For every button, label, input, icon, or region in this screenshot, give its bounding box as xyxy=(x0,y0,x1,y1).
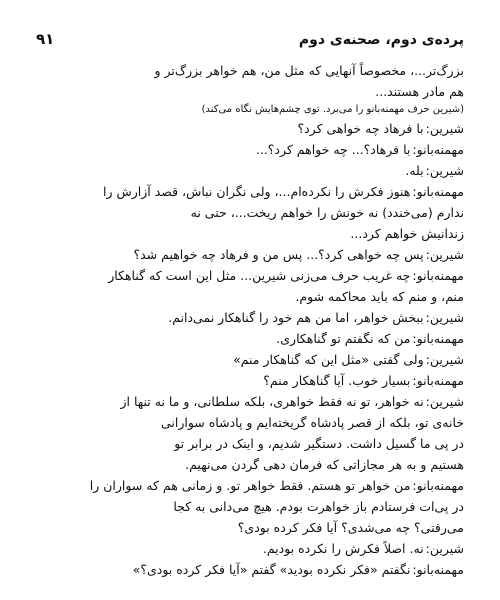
speaker-name: شیرین: xyxy=(425,352,464,367)
page-number: ۹۱ xyxy=(36,30,55,48)
dialogue-line xyxy=(34,391,464,412)
dialogue-line xyxy=(34,475,464,496)
dialogue-line xyxy=(34,349,464,370)
speaker-name: شیرین: xyxy=(425,163,464,178)
speech-text: نه خواهر، تو نه فقط خواهری، بلکه سلطانی، و ما نه تنها از xyxy=(120,394,424,409)
speech-continuation: زندانیش خواهم کرد... xyxy=(350,226,464,241)
dialogue-line xyxy=(34,118,464,139)
speech-text: با فرهاد چه خواهی کرد؟ xyxy=(297,121,424,136)
speaker-name: شیرین: xyxy=(425,541,464,556)
dialogue-line xyxy=(34,181,464,202)
stage-direction: (شیرین حرف مهمنه‌بانو را می‌برد. توی چشم‌هایش نگاه می‌کند) xyxy=(201,104,464,115)
speaker-name: مهمنه‌بانو: xyxy=(412,373,464,388)
dialogue-line xyxy=(34,538,464,559)
dialogue-line xyxy=(34,328,464,349)
speech-continuation: در پی ما گسیل داشت. دستگیر شدیم، و اینک در برابر تو xyxy=(174,436,464,451)
opening-line-1: بزرگ‌تر...، مخصوصاً آنهایی که مثل من، هم خواهر بزرگ‌تر و xyxy=(154,63,464,78)
dialogue-line xyxy=(34,244,464,265)
speech-continuation: هستیم و به هر مجازاتی که فرمان دهی گردن می‌نهیم. xyxy=(185,457,464,472)
dialogue-line xyxy=(34,160,464,181)
speech-text: ولی گفتی «مثل این که گناهکار منم» xyxy=(233,352,424,367)
speaker-name: مهمنه‌بانو: xyxy=(412,142,464,157)
page-header xyxy=(36,30,464,52)
speech-text: بسیار خوب. آیا گناهکار منم؟ xyxy=(263,373,411,388)
speech-text: با فرهاد؟... چه خواهم کرد؟... xyxy=(255,142,411,157)
dialogue-line xyxy=(34,265,464,286)
speech-continuation: ندارم (می‌خندد) نه خونش را خواهم ریخت...، حتی نه xyxy=(190,205,464,220)
speaker-name: مهمنه‌بانو: xyxy=(412,268,464,283)
dialogue-line xyxy=(34,139,464,160)
speaker-name: مهمنه‌بانو: xyxy=(412,184,464,199)
speaker-name: مهمنه‌بانو: xyxy=(412,331,464,346)
speaker-name: مهمنه‌بانو: xyxy=(412,562,464,577)
speaker-name: شیرین: xyxy=(425,247,464,262)
speech-continuation: در پی‌ات فرستادم باز خواهرت بودم. هیچ می‌دانی به کجا xyxy=(173,499,464,514)
speech-continuation: می‌رفتی؟ چه می‌شدی؟ آیا فکر کرده بودی؟ xyxy=(237,520,464,535)
speaker-name: مهمنه‌بانو: xyxy=(412,478,464,493)
speaker-name: شیرین: xyxy=(425,310,464,325)
speaker-name: شیرین: xyxy=(425,121,464,136)
dialogue-line xyxy=(34,307,464,328)
speech-continuation: خانه‌ی تو، بلکه از قصر پادشاه گریخته‌ایم و پادشاه سوارانی xyxy=(160,415,464,430)
speech-text: بله. xyxy=(405,163,424,178)
dialogue-line xyxy=(34,370,464,391)
speech-text: ببخش خواهر، اما من هم خود را گناهکار نمی‌دانم. xyxy=(168,310,424,325)
speech-text: هنوز فکرش را نکرده‌ام...، ولی نگران نباش، قصد آزارش را xyxy=(102,184,411,199)
speech-text: نگفتم «فکر نکرده بودید» گفتم «آیا فکر کرده بودی؟» xyxy=(132,562,411,577)
dialogue-line xyxy=(34,559,464,580)
opening-line-2: هم مادر هستند... xyxy=(375,84,464,99)
speech-continuation: منم، و منم که باید محاکمه شوم. xyxy=(295,289,464,304)
speech-text: چه غریب حرف می‌زنی شیرین... مثل این است که گناهکار xyxy=(108,268,411,283)
speech-text: نه. اصلاً فکرش را نکرده بودیم. xyxy=(262,541,424,556)
running-title: پرده‌ی دوم، صحنه‌ی دوم xyxy=(298,32,464,48)
speech-text: پس چه خواهی کرد؟... پس من و فرهاد چه خواهیم شد؟ xyxy=(133,247,424,262)
speech-text: من خواهر تو هستم. فقط خواهر تو. و زمانی هم که سواران را xyxy=(89,478,411,493)
speech-text: من که نگفتم تو گناهکاری. xyxy=(276,331,411,346)
speaker-name: شیرین: xyxy=(425,394,464,409)
